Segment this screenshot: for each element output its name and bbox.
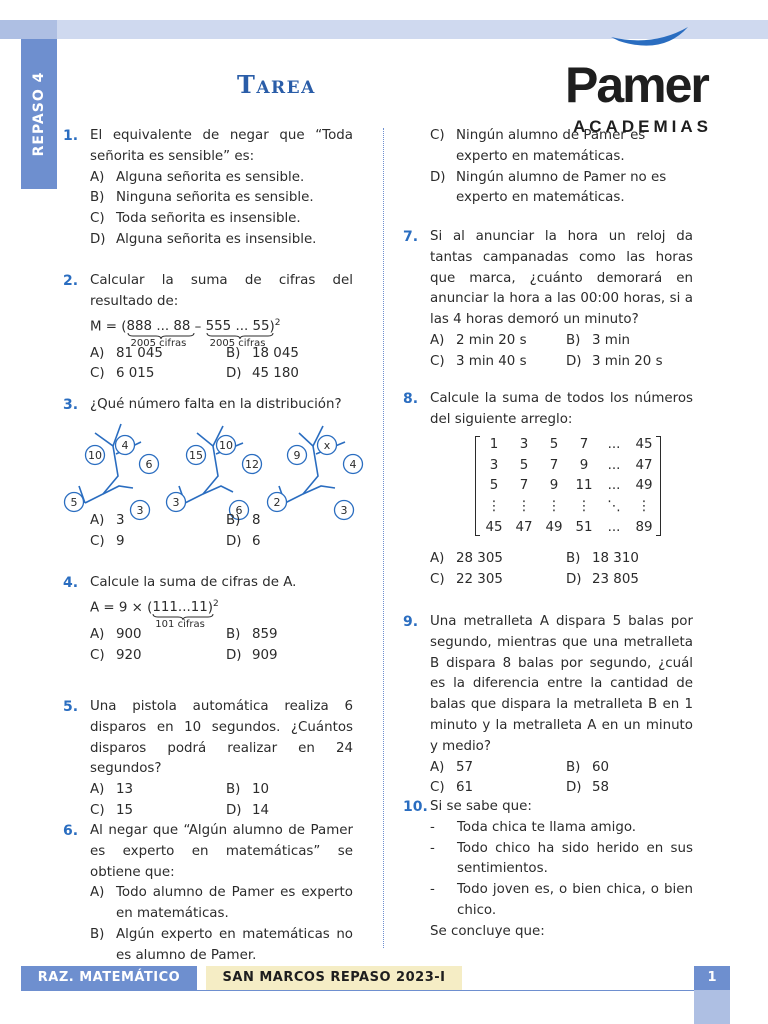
option-c[interactable]: C) Toda señorita es insensible. [90, 211, 301, 227]
footer-tab [694, 990, 730, 1024]
option-b[interactable]: B) 10 [226, 782, 270, 798]
question-text: ¿Qué número falta en la distribución? [90, 397, 342, 412]
question-text: Calcule la suma de todos los números del siguiente arreglo: [430, 391, 693, 427]
logo-word: Pamer [565, 57, 708, 113]
svg-text:4: 4 [121, 438, 129, 452]
svg-text:10: 10 [88, 448, 102, 462]
option-a[interactable]: A) Todo alumno de Pamer es experto en matemáticas. [90, 885, 353, 922]
option-d[interactable]: D) 3 min 20 s [566, 353, 663, 369]
page-number: 1 [694, 966, 730, 990]
page-title: Tarea [237, 70, 316, 99]
question-number: 1. [63, 128, 79, 144]
option-d[interactable]: D) Alguna señorita es insensible. [90, 231, 317, 247]
option-d[interactable]: D) 6 [226, 533, 261, 549]
matrix-row: 1 3 5 7 ... 45 [489, 436, 653, 452]
options-grid [90, 780, 353, 822]
question-number: 4. [63, 575, 79, 591]
pamer-logo [563, 25, 733, 136]
question-number: 5. [63, 699, 79, 715]
svg-text:5: 5 [70, 495, 78, 509]
top-band-corner [0, 20, 57, 39]
option-b[interactable]: B) 8 [226, 513, 261, 528]
question-7 [403, 227, 693, 373]
question-text: Al negar que “Algún alumno de Pamer es experto en matemáticas” se obtiene que: [90, 823, 353, 880]
column-divider [383, 128, 384, 948]
question-10 [403, 797, 693, 943]
svg-text:2: 2 [273, 495, 281, 509]
option-b[interactable]: B) Algún experto en matemáticas no es alumno de Pamer. [90, 926, 353, 963]
question-text: Si se sabe que: [430, 799, 532, 814]
option-a[interactable]: A) 13 [90, 782, 134, 798]
option-c[interactable]: C) 3 min 40 s [430, 353, 527, 369]
option-b[interactable]: B) 18 310 [566, 551, 639, 566]
svg-text:3: 3 [172, 495, 180, 509]
option-a[interactable]: A) Alguna señorita es sensible. [90, 169, 305, 185]
tree-diagram [63, 416, 363, 517]
footer-course: SAN MARCOS REPASO 2023-I [206, 966, 462, 990]
option-c[interactable]: C) 61 [430, 780, 474, 796]
option-a[interactable]: A) 3 [90, 513, 125, 528]
question-9 [403, 612, 693, 799]
question-number: 10. [403, 799, 428, 815]
option-c[interactable]: C) 6 015 [90, 366, 155, 382]
svg-text:6: 6 [145, 457, 153, 471]
svg-text:9: 9 [293, 448, 301, 462]
question-2 [63, 271, 353, 385]
option-b[interactable]: B) Ninguna señorita es sensible. [90, 190, 314, 206]
footer-line [21, 990, 730, 991]
options-grid [90, 511, 353, 553]
footer-subject: RAZ. MATEMÁTICO [21, 966, 197, 990]
option-a[interactable]: A) 900 [90, 626, 142, 642]
option-d[interactable]: D) 23 805 [566, 571, 639, 587]
options-grid [430, 549, 693, 591]
svg-text:4: 4 [349, 457, 357, 471]
svg-text:12: 12 [245, 457, 259, 471]
matrix-row: 45 47 49 51 ... 89 [485, 520, 653, 536]
option-b[interactable]: B) 3 min [566, 332, 631, 348]
option-a[interactable]: A) 28 305 [430, 551, 503, 566]
option-d[interactable]: D) 909 [226, 647, 278, 663]
brace-555: 555 ... 55 2005 cifras [206, 317, 270, 338]
question-text: Una metralleta A dispara 5 balas por segundo, mientras que una metralleta B dispara 8 balas por segundo, ¿cuál es la diferencia entre la cantidad de balas que dispara la metralleta B en 1 minuto y la metralleta A en un minuto y medio? [430, 614, 693, 754]
options-grid [430, 758, 693, 800]
question-text: Si al anunciar la hora un reloj da tantas campanadas como las horas que marca, ¿cuánto demorará en anunciar la hora a las 00:00 horas, si a las 4 horas demoró un minuto? [430, 229, 693, 328]
question-5 [63, 697, 353, 822]
options-grid [90, 344, 353, 386]
question-number: 8. [403, 391, 419, 407]
question-3-options [63, 511, 353, 553]
option-b[interactable]: B) 859 [226, 626, 278, 642]
svg-text:x: x [323, 438, 331, 452]
question-text: Calcule la suma de cifras de A. [90, 575, 297, 590]
matrix-bracket-right [656, 436, 661, 536]
svg-text:10: 10 [219, 438, 233, 452]
premise-item: - Todo joven es, o bien chica, o bien chico. [430, 882, 693, 918]
option-c[interactable]: C) 22 305 [430, 571, 503, 587]
question-3 [63, 395, 357, 517]
svg-text:6: 6 [235, 503, 243, 517]
question-6-continued [403, 126, 693, 209]
question-1 [63, 126, 353, 251]
options-grid [430, 331, 693, 373]
number-matrix [473, 434, 661, 538]
matrix-row: ⋮ ⋮ ⋮ ⋮ ⋱ ⋮ [487, 499, 651, 515]
option-d[interactable]: D) 58 [566, 780, 610, 796]
question-4 [63, 573, 353, 666]
question-number: 2. [63, 273, 79, 289]
question-number: 7. [403, 229, 419, 245]
question-8-options [403, 549, 693, 591]
side-tab [21, 39, 57, 189]
option-b[interactable]: B) 18 045 [226, 345, 299, 361]
option-c[interactable]: C) Ningún alumno de Pamer es experto en matemáticas. [430, 128, 646, 164]
option-b[interactable]: B) 60 [566, 759, 610, 775]
option-a[interactable]: A) 57 [430, 759, 474, 775]
matrix-table [479, 434, 659, 538]
question-text: Una pistola automática realiza 6 disparos en 10 segundos. ¿Cuántos disparos podrá realizar en 24 segundos? [90, 699, 353, 777]
logo-subtitle: ACADEMIAS [573, 117, 712, 136]
option-d[interactable]: D) Ningún alumno de Pamer no es experto en matemáticas. [430, 169, 667, 206]
option-a[interactable]: A) 81 045 [90, 345, 163, 361]
svg-text:3: 3 [136, 503, 144, 517]
matrix-row: 3 5 7 9 ... 47 [489, 457, 653, 473]
question-6 [63, 821, 353, 967]
question-number: 3. [63, 397, 79, 413]
option-c[interactable]: C) 15 [90, 802, 134, 818]
question-8 [403, 389, 693, 431]
brace-111: 111...11 101 cifras [152, 598, 207, 619]
option-c[interactable]: C) 9 [90, 533, 125, 549]
conclusion-text: Se concluye que: [430, 923, 545, 939]
matrix-row: 5 7 9 11 ... 49 [489, 478, 653, 494]
option-d[interactable]: D) 45 180 [226, 366, 299, 382]
question-text: El equivalente de negar que “Toda señorita es sensible” es: [90, 128, 353, 164]
svg-text:15: 15 [189, 448, 203, 462]
question-number: 6. [63, 823, 79, 839]
option-a[interactable]: A) 2 min 20 s [430, 332, 527, 348]
side-tab-label: REPASO 4 [31, 71, 47, 157]
brace-888: 888 ... 88 2005 cifras [127, 317, 191, 338]
svg-text:3: 3 [340, 503, 348, 517]
premise-item: - Toda chica te llama amigo. [430, 819, 637, 835]
premise-item: - Todo chico ha sido herido en sus sentimientos. [430, 840, 693, 877]
formula-m: M = (888 ... 88 2005 cifras – 555 ... 55 2005 cifras )$^2$ [90, 317, 281, 350]
question-text: Calcular la suma de cifras del resultado de: [90, 273, 353, 309]
question-number: 9. [403, 614, 419, 630]
options-grid [90, 625, 353, 667]
formula-a: A = 9 × (111...11 101 cifras )$^2$ [90, 598, 219, 631]
option-d[interactable]: D) 14 [226, 802, 270, 818]
option-c[interactable]: C) 920 [90, 647, 142, 663]
